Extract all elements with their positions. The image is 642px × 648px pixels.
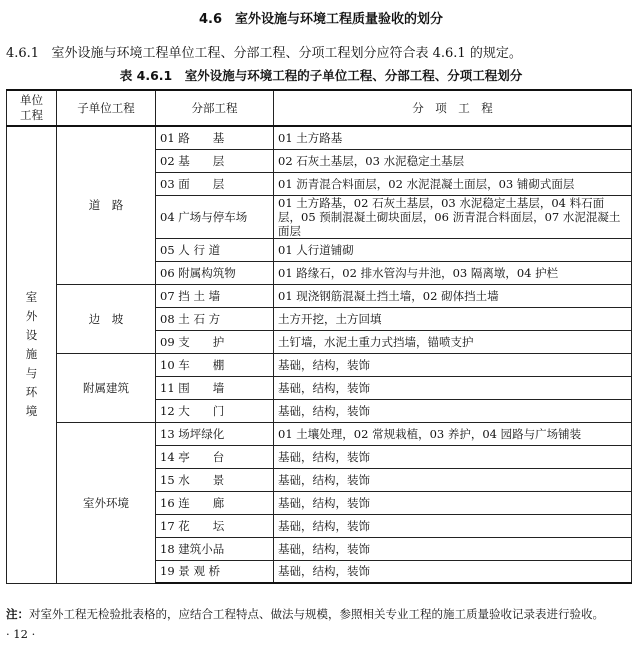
division-cell: 10 车 棚 (156, 353, 274, 376)
division-cell: 19 景 观 桥 (156, 560, 274, 583)
item-cell: 基础，结构，装饰 (274, 353, 632, 376)
division-cell: 07 挡 土 墙 (156, 284, 274, 307)
item-cell: 01 土壤处理，02 常规栽植，03 养护，04 园路与广场铺装 (274, 422, 632, 445)
item-cell: 基础，结构，装饰 (274, 376, 632, 399)
item-cell: 01 路缘石，02 排水管沟与井池，03 隔离墩，04 护栏 (274, 261, 632, 284)
item-cell: 01 人行道铺砌 (274, 238, 632, 261)
item-cell: 基础，结构，装饰 (274, 514, 632, 537)
division-cell: 16 连 廊 (156, 491, 274, 514)
table-body (7, 126, 632, 583)
division-cell: 12 大 门 (156, 399, 274, 422)
clause-number: 4.6.1 (6, 46, 40, 61)
division-cell: 04 广场与停车场 (156, 195, 274, 238)
item-cell: 基础，结构，装饰 (274, 537, 632, 560)
division-cell: 03 面 层 (156, 172, 274, 195)
section-title: 4.6 室外设施与环境工程质量验收的划分 (198, 12, 444, 27)
header-unit (7, 90, 57, 126)
header-division: 分部工程 (156, 90, 274, 126)
division-cell: 09 支 护 (156, 330, 274, 353)
table-note (6, 606, 604, 622)
clause-4-6-1 (6, 42, 522, 61)
note-text: 对室外工程无检验批表格的，应结合工程特点、做法与规模，参照相关专业工程的施工质量验收记录表进行验收。 (29, 607, 604, 621)
sub-unit-cell: 边 坡 (57, 284, 156, 353)
division-cell: 15 水 景 (156, 468, 274, 491)
division-cell: 06 附属构筑物 (156, 261, 274, 284)
division-cell: 02 基 层 (156, 149, 274, 172)
unit-cell (7, 126, 57, 583)
header-unit-text: 单位工程 (20, 93, 43, 122)
item-cell: 02 石灰土基层，03 水泥稳定土基层 (274, 149, 632, 172)
page-number: · 12 · (6, 627, 36, 641)
sub-unit-cell: 室外环境 (57, 422, 156, 583)
division-cell: 01 路 基 (156, 126, 274, 149)
item-cell: 土钉墙，水泥土重力式挡墙，锚喷支护 (274, 330, 632, 353)
clause-text: 室外设施与环境工程单位工程、分部工程、分项工程划分应符合表 4.6.1 的规定。 (51, 46, 522, 61)
division-cell: 18 建筑小品 (156, 537, 274, 560)
item-cell: 基础，结构，装饰 (274, 445, 632, 468)
table-row (7, 353, 632, 376)
division-cell: 08 土 石 方 (156, 307, 274, 330)
note-label: 注： (6, 607, 29, 621)
sub-unit-cell: 道 路 (57, 126, 156, 284)
item-cell: 01 土方路基，02 石灰土基层，03 水泥稳定土基层，04 料石面层，05 预制混凝土砌块面层，06 沥青混合料面层，07 水泥混凝土面层 (274, 195, 632, 238)
division-cell: 13 场坪绿化 (156, 422, 274, 445)
division-cell: 14 亭 台 (156, 445, 274, 468)
division-table (6, 89, 632, 584)
header-sub-unit: 子单位工程 (57, 90, 156, 126)
item-cell: 基础，结构，装饰 (274, 560, 632, 583)
table-title: 表 4.6.1 室外设施与环境工程的子单位工程、分部工程、分项工程划分 (119, 68, 523, 83)
table-row (7, 422, 632, 445)
item-cell: 基础，结构，装饰 (274, 399, 632, 422)
table-row (7, 284, 632, 307)
item-cell: 土方开挖，土方回填 (274, 307, 632, 330)
item-cell: 基础，结构，装饰 (274, 491, 632, 514)
item-cell: 基础，结构，装饰 (274, 468, 632, 491)
division-cell: 05 人 行 道 (156, 238, 274, 261)
item-cell: 01 现浇钢筋混凝土挡土墙，02 砌体挡土墙 (274, 284, 632, 307)
division-cell: 11 围 墙 (156, 376, 274, 399)
division-cell: 17 花 坛 (156, 514, 274, 537)
unit-name: 室外设施与环境 (25, 290, 38, 419)
table-header-row (7, 90, 632, 126)
item-cell: 01 土方路基 (274, 126, 632, 149)
item-cell: 01 沥青混合料面层，02 水泥混凝土面层，03 铺砌式面层 (274, 172, 632, 195)
sub-unit-cell: 附属建筑 (57, 353, 156, 422)
header-item: 分 项 工 程 (274, 90, 632, 126)
table-row (7, 126, 632, 149)
